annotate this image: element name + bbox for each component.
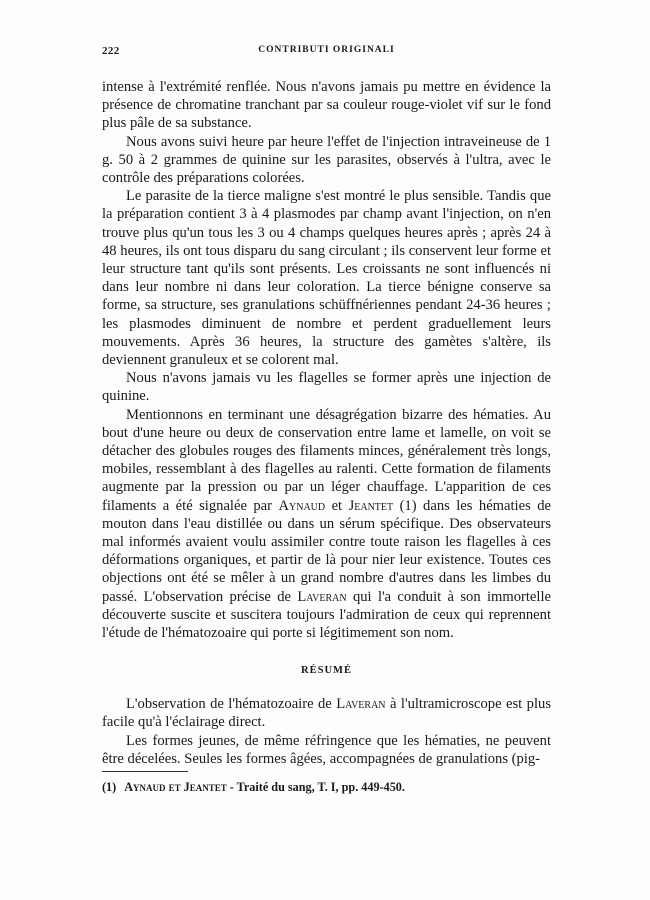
main-body <box>102 78 551 642</box>
resume-p1-end: à l'ultramicroscope est plus facile qu'à l'éclairage direct. <box>102 696 552 731</box>
footnote <box>102 779 551 795</box>
author-jeantet: Jeantet <box>348 497 394 514</box>
resume-author-laveran: Laveran <box>336 696 386 712</box>
paragraph-5-text-b: dans les hématies de mouton dans l'eau distillée ou dans un sérum spécifique. Des observateurs mal informés avaient voulu assimiler contre toute raison les flagelles à ces déformations organiques, et partir de là pour nier leur existence. Toutes ces objections ont été se mêler à un grand nombre d'autres dans les limbes du passé. L'observation précise de <box>102 497 551 605</box>
resume-body <box>102 695 551 769</box>
paragraph-4: Nous n'avons jamais vu les flagelles se former après une injection de quinine. <box>102 370 551 405</box>
resume-heading: RÉSUMÉ <box>301 665 352 676</box>
footnote-authors: Aynaud et Jeantet <box>124 780 227 794</box>
footnote-text: - Traité du sang, T. I, pp. 449-450. <box>226 780 405 794</box>
conjunction-et: et <box>325 497 349 514</box>
running-header <box>102 45 551 61</box>
resume-p1-start: L'observation de l'hématozoaire de <box>126 696 337 712</box>
author-laveran: Laveran <box>297 588 347 605</box>
footnote-marker: (1) <box>102 780 117 794</box>
resume-paragraph-1 <box>102 695 551 732</box>
footnote-divider <box>102 771 188 772</box>
paragraph-2: Nous avons suivi heure par heure l'effet de l'injection intraveineuse de 1 g. 50 à 2 grammes de quinine sur les parasites, observés à l'ultra, avec le contrôle des préparations colorées. <box>102 133 551 187</box>
author-aynaud: Aynaud <box>278 497 326 514</box>
footnote-reference: (1) <box>393 497 424 514</box>
paragraph-5-text-a: Mentionnons en terminant une désagrégation bizarre des hématies. Au bout d'une heure ou deux de conservation entre lame et lamelle, on voit se détacher des globules rouges des filaments minces, généralement très longs, mobiles, ressemblant à des flagelles au ralenti. Cette formation de filaments augmente par la pression ou par un léger chauffage. L'apparition de ces filaments a été signalée par <box>102 406 551 514</box>
page-number: 222 <box>102 45 120 57</box>
journal-title: CONTRIBUTI ORIGINALI <box>258 45 395 55</box>
resume-paragraph-2: Les formes jeunes, de même réfringence que les hématies, ne peuvent être décelées. Seules les formes âgées, accompagnées de granulations (pig- <box>102 732 551 768</box>
paragraph-5 <box>102 406 551 643</box>
paragraph-3: Le parasite de la tierce maligne s'est montré le plus sensible. Tandis que la préparation contient 3 à 4 plasmodes par champ avant l'injection, on n'en trouve plus qu'un tous les 3 ou 4 champs quelques heures après ; après 24 à 48 heures, ils ont tous disparu du sang circulant ; ils conservent leur forme et leur structure tant qu'ils sont présents. Les croissants ne sont influencés ni dans leur nombre ni dans leur coloration. La tierce bénigne conserve sa forme, sa structure, ses granulations schüffnériennes pendant 24-36 heures ; les plasmodes diminuent de nombre et perdent graduellement leurs mouvements. Après 36 heures, la structure des gamètes s'altère, ils deviennent granuleux et se colorent mal. <box>102 188 551 369</box>
paragraph-1: intense à l'extrémité renflée. Nous n'avons jamais pu mettre en évidence la présence de chromatine tranchant par sa couleur rouge-violet vif sur le fond plus pâle de sa substance. <box>102 79 551 132</box>
paragraph-5-text-c: qui l'a conduit à son immortelle découverte suscite et suscitera toujours l'admiration de ceux qui reprennent l'étude de l'hématozoaire qui porte si légitimement son nom. <box>102 588 551 642</box>
